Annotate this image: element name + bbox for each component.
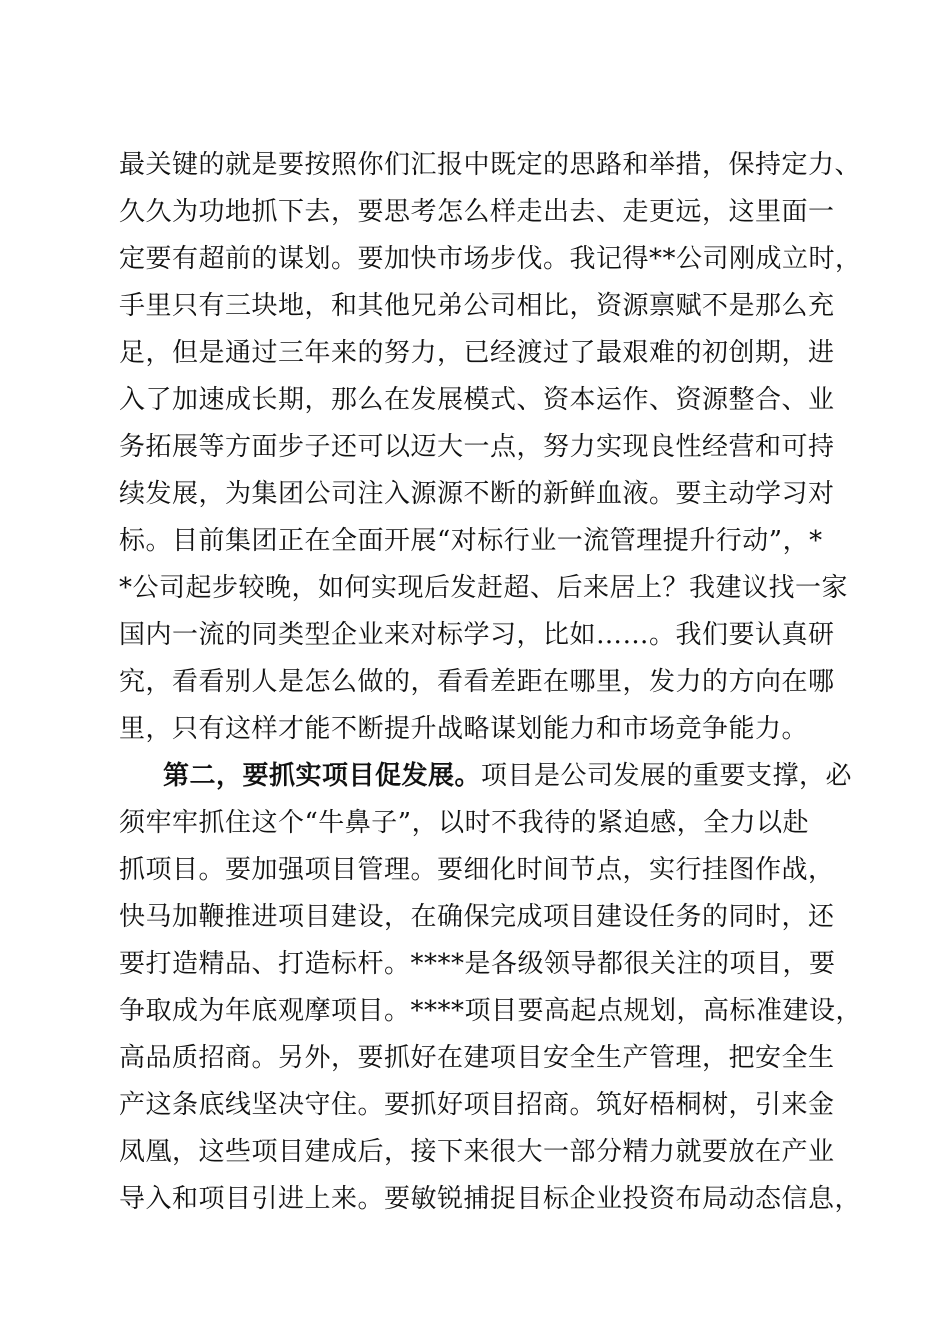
- paragraph-line: 抓项目。要加强项目管理。要细化时间节点，实行挂图作战，: [119, 855, 835, 885]
- paragraph-line: 凤凰，这些项目建成后，接下来很大一部分精力就要放在产业: [119, 1137, 835, 1167]
- paragraph-line: 高品质招商。另外，要抓好在建项目安全生产管理，把安全生: [119, 1043, 835, 1073]
- paragraph-line: 务拓展等方面步子还可以迈大一点，努力实现良性经营和可持: [119, 432, 835, 462]
- paragraph-first-line: [119, 753, 859, 800]
- paragraph-line: 快马加鞭推进项目建设，在确保完成项目建设任务的同时，还: [119, 902, 835, 932]
- paragraph-line: 标。目前集团正在全面开展“对标行业一流管理提升行动”，*: [119, 526, 823, 556]
- paragraph-line: 最关键的就是要按照你们汇报中既定的思路和举措，保持定力、: [119, 150, 862, 180]
- paragraph-line: 争取成为年底观摩项目。****项目要高起点规划，高标准建设，: [119, 996, 863, 1026]
- paragraph-line: 要打造精品、打造标杆。****是各级领导都很关注的项目，要: [119, 949, 836, 979]
- document-body: [119, 142, 863, 1223]
- paragraph-line: 久久为功地抓下去，要思考怎么样走出去、走更远，这里面一: [119, 197, 835, 227]
- paragraph-2: [119, 753, 863, 1223]
- paragraph-line: *公司起步较晚，如何实现后发赶超、后来居上？我建议找一家: [119, 573, 849, 603]
- paragraph-line: 里，只有这样才能不断提升战略谋划能力和市场竞争能力。: [119, 714, 809, 744]
- paragraph-line: 足，但是通过三年来的努力，已经渡过了最艰难的初创期，进: [119, 338, 835, 368]
- section-heading: 第二，要抓实项目促发展。: [163, 761, 482, 791]
- paragraph-line: 国内一流的同类型企业来对标学习，比如……。我们要认真研: [119, 620, 835, 650]
- paragraph-line: 定要有超前的谋划。要加快市场步伐。我记得**公司刚成立时，: [119, 244, 862, 274]
- paragraph-line: 究，看看别人是怎么做的，看看差距在哪里，发力的方向在哪: [119, 667, 835, 697]
- paragraph-line: 须牢牢抓住这个“牛鼻子”，以时不我待的紧迫感，全力以赴: [119, 808, 810, 838]
- paragraph-line-rest: 项目是公司发展的重要支撑，必: [481, 761, 853, 791]
- paragraph-line: 产这条底线坚决守住。要抓好项目招商。筑好梧桐树，引来金: [119, 1090, 835, 1120]
- paragraph-line: 导入和项目引进上来。要敏锐捕捉目标企业投资布局动态信息，: [119, 1184, 862, 1214]
- paragraph-1: [119, 142, 862, 753]
- paragraph-line: 手里只有三块地，和其他兄弟公司相比，资源禀赋不是那么充: [119, 291, 835, 321]
- paragraph-line: 续发展，为集团公司注入源源不断的新鲜血液。要主动学习对: [119, 479, 835, 509]
- paragraph-line: 入了加速成长期，那么在发展模式、资本运作、资源整合、业: [119, 385, 835, 415]
